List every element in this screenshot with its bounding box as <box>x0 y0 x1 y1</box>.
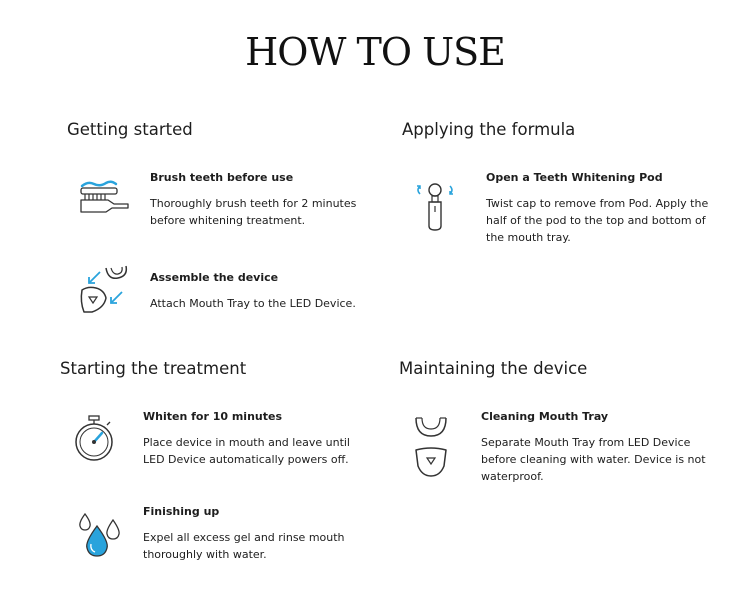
step-whiten <box>143 410 373 468</box>
step-title: Whiten for 10 minutes <box>143 410 283 423</box>
whitening-pod-icon <box>412 180 458 234</box>
step-title: Assemble the device <box>150 271 279 284</box>
stopwatch-icon <box>72 415 116 463</box>
step-text: Thoroughly brush teeth for 2 minutes before whitening treatment. <box>150 197 357 227</box>
step-title: Open a Teeth Whitening Pod <box>486 171 663 184</box>
step-cleaning-tray <box>481 410 711 485</box>
water-drops-icon <box>77 512 125 560</box>
step-finishing-up <box>143 505 373 563</box>
page-title: HOW TO USE <box>245 30 505 74</box>
section-title-getting-started: Getting started <box>67 120 193 139</box>
step-title: Brush teeth before use <box>150 171 294 184</box>
section-title-applying-formula: Applying the formula <box>402 120 576 139</box>
step-assemble-device <box>150 271 380 312</box>
step-open-pod <box>486 171 716 246</box>
step-brush-teeth <box>150 171 380 229</box>
step-text: Expel all excess gel and rinse mouth thoroughly with water. <box>143 531 345 561</box>
step-title: Finishing up <box>143 505 220 518</box>
section-title-maintaining-device: Maintaining the device <box>399 359 588 378</box>
step-text: Attach Mouth Tray to the LED Device. <box>150 297 356 310</box>
mouth-tray-device-icon <box>410 416 452 482</box>
step-text: Twist cap to remove from Pod. Apply the half of the pod to the top and bottom of the mouth tray. <box>486 197 709 244</box>
step-text: Place device in mouth and leave until LED Device automatically powers off. <box>143 436 350 466</box>
step-title: Cleaning Mouth Tray <box>481 410 609 423</box>
assemble-device-icon <box>78 262 132 316</box>
step-text: Separate Mouth Tray from LED Device before cleaning with water. Device is not waterproof. <box>481 436 706 483</box>
section-title-starting-treatment: Starting the treatment <box>60 359 247 378</box>
toothbrush-icon <box>78 178 130 216</box>
